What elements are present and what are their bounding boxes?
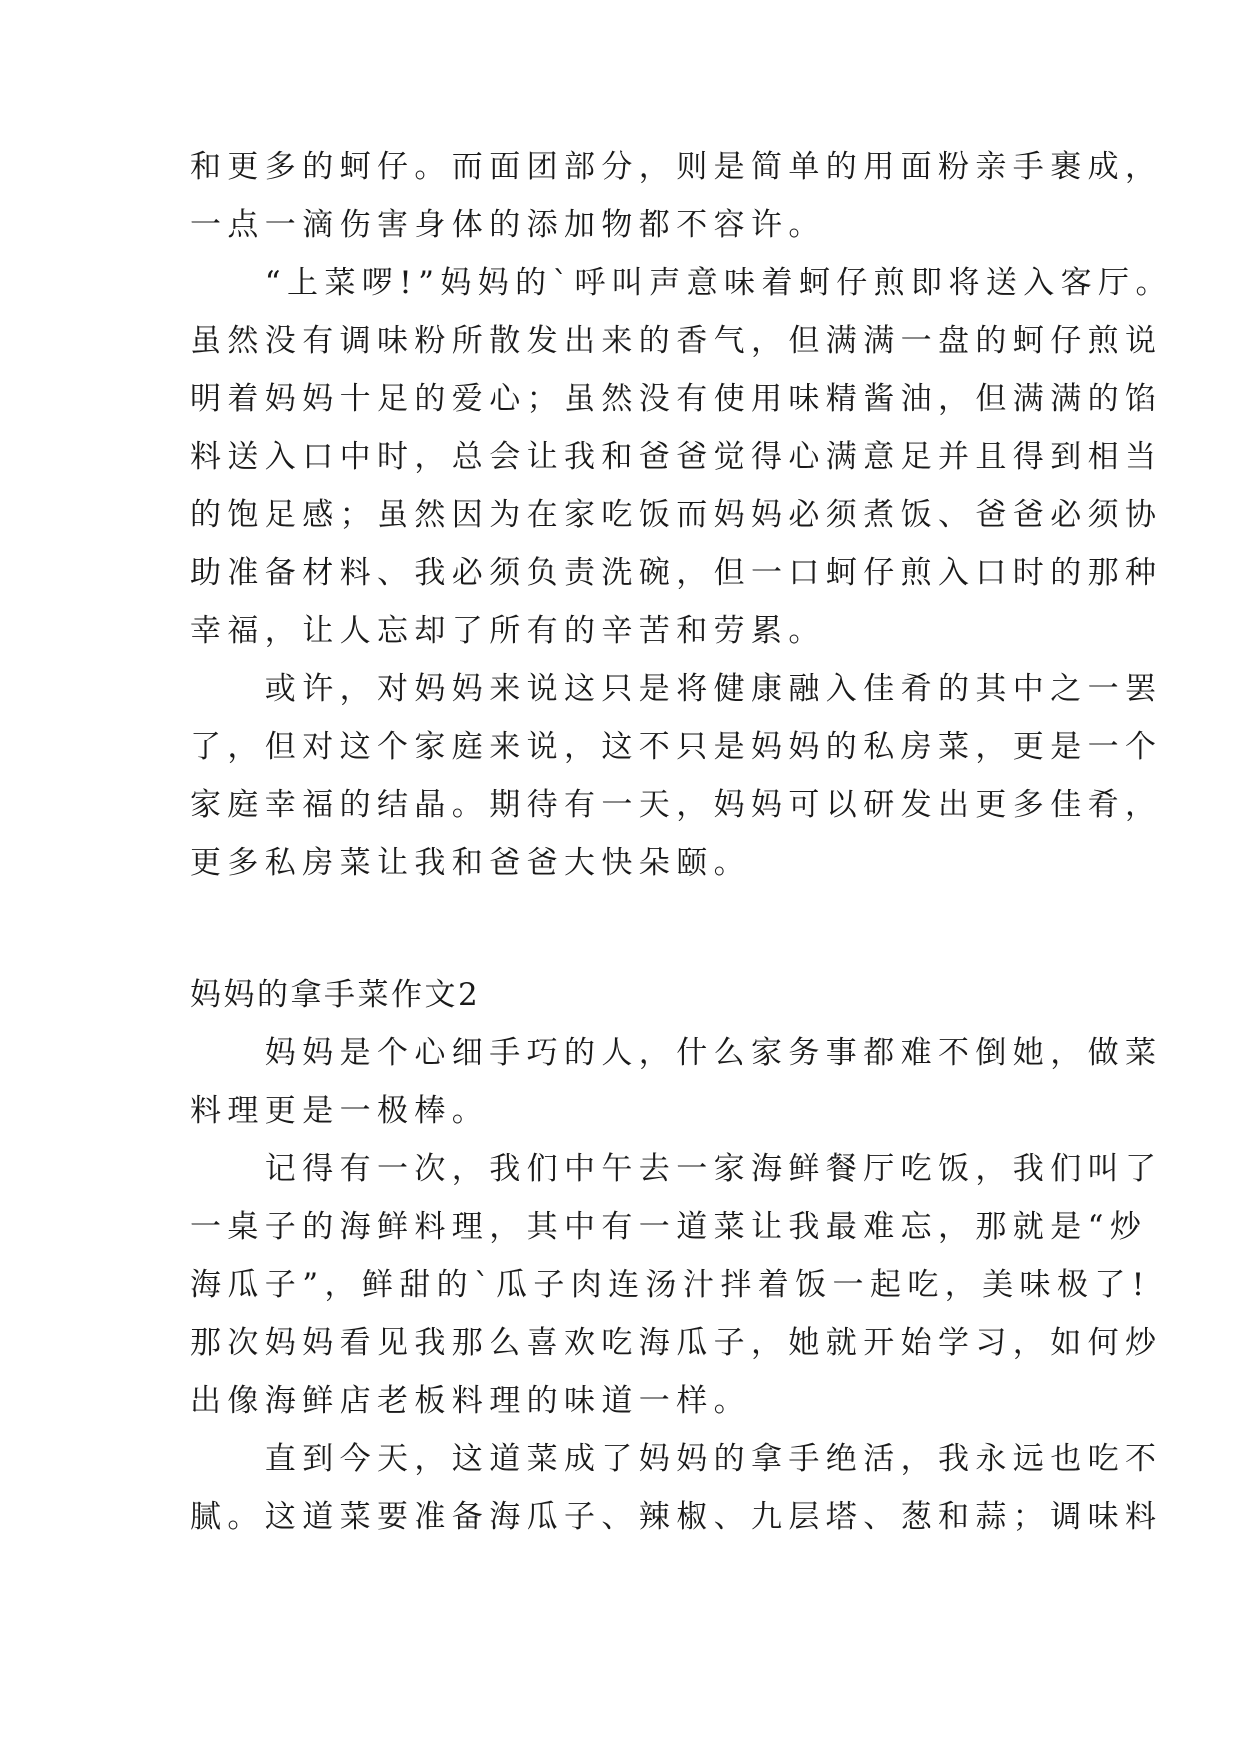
essay-part-1 xyxy=(190,138,1173,892)
text-line: 妈妈是个心细手巧的人，什么家务事都难不倒她，做菜 xyxy=(190,1035,1163,1071)
text-line: 那次妈妈看见我那么喜欢吃海瓜子，她就开始学习，如何炒 xyxy=(190,1325,1163,1361)
text-line: 幸福，让人忘却了所有的辛苦和劳累。 xyxy=(190,613,826,649)
section-title-text: 妈妈的拿手菜作文2 xyxy=(190,977,481,1013)
text-line: 腻。这道菜要准备海瓜子、辣椒、九层塔、葱和蒜；调味料 xyxy=(190,1499,1163,1535)
essay-part-2 xyxy=(190,1024,1163,1546)
text-line: 料理更是一极棒。 xyxy=(190,1093,490,1129)
text-line: “上菜啰!”妈妈的`呼叫声意味着蚵仔煎即将送入客厅。 xyxy=(190,265,1173,301)
text-line: 或许，对妈妈来说这只是将健康融入佳肴的其中之一罢 xyxy=(190,671,1163,707)
text-line: 更多私房菜让我和爸爸大快朵颐。 xyxy=(190,845,751,881)
text-line: 助准备材料、我必须负责洗碗，但一口蚵仔煎入口时的那种 xyxy=(190,555,1163,591)
text-line: 和更多的蚵仔。而面团部分，则是简单的用面粉亲手裹成， xyxy=(190,149,1163,185)
text-line: 家庭幸福的结晶。期待有一天，妈妈可以研发出更多佳肴， xyxy=(190,787,1163,823)
text-line: 出像海鲜店老板料理的味道一样。 xyxy=(190,1383,751,1419)
text-line: 料送入口中时，总会让我和爸爸觉得心满意足并且得到相当 xyxy=(190,439,1163,475)
text-line: 的饱足感；虽然因为在家吃饭而妈妈必须煮饭、爸爸必须协 xyxy=(190,497,1163,533)
text-line: 了，但对这个家庭来说，这不只是妈妈的私房菜，更是一个 xyxy=(190,729,1163,765)
text-line: 海瓜子”，鲜甜的`瓜子肉连汤汁拌着饭一起吃，美味极了! xyxy=(190,1267,1151,1303)
text-line: 虽然没有调味粉所散发出来的香气，但满满一盘的蚵仔煎说 xyxy=(190,323,1163,359)
text-line: 明着妈妈十足的爱心；虽然没有使用味精酱油，但满满的馅 xyxy=(190,381,1163,417)
text-line: 一点一滴伤害身体的添加物都不容许。 xyxy=(190,207,826,243)
text-line: 一桌子的海鲜料理，其中有一道菜让我最难忘，那就是“炒 xyxy=(190,1209,1148,1245)
text-line: 记得有一次，我们中午去一家海鲜餐厅吃饭，我们叫了 xyxy=(190,1151,1163,1187)
section-title xyxy=(190,966,1052,1024)
text-line: 直到今天，这道菜成了妈妈的拿手绝活，我永远也吃不 xyxy=(190,1441,1163,1477)
